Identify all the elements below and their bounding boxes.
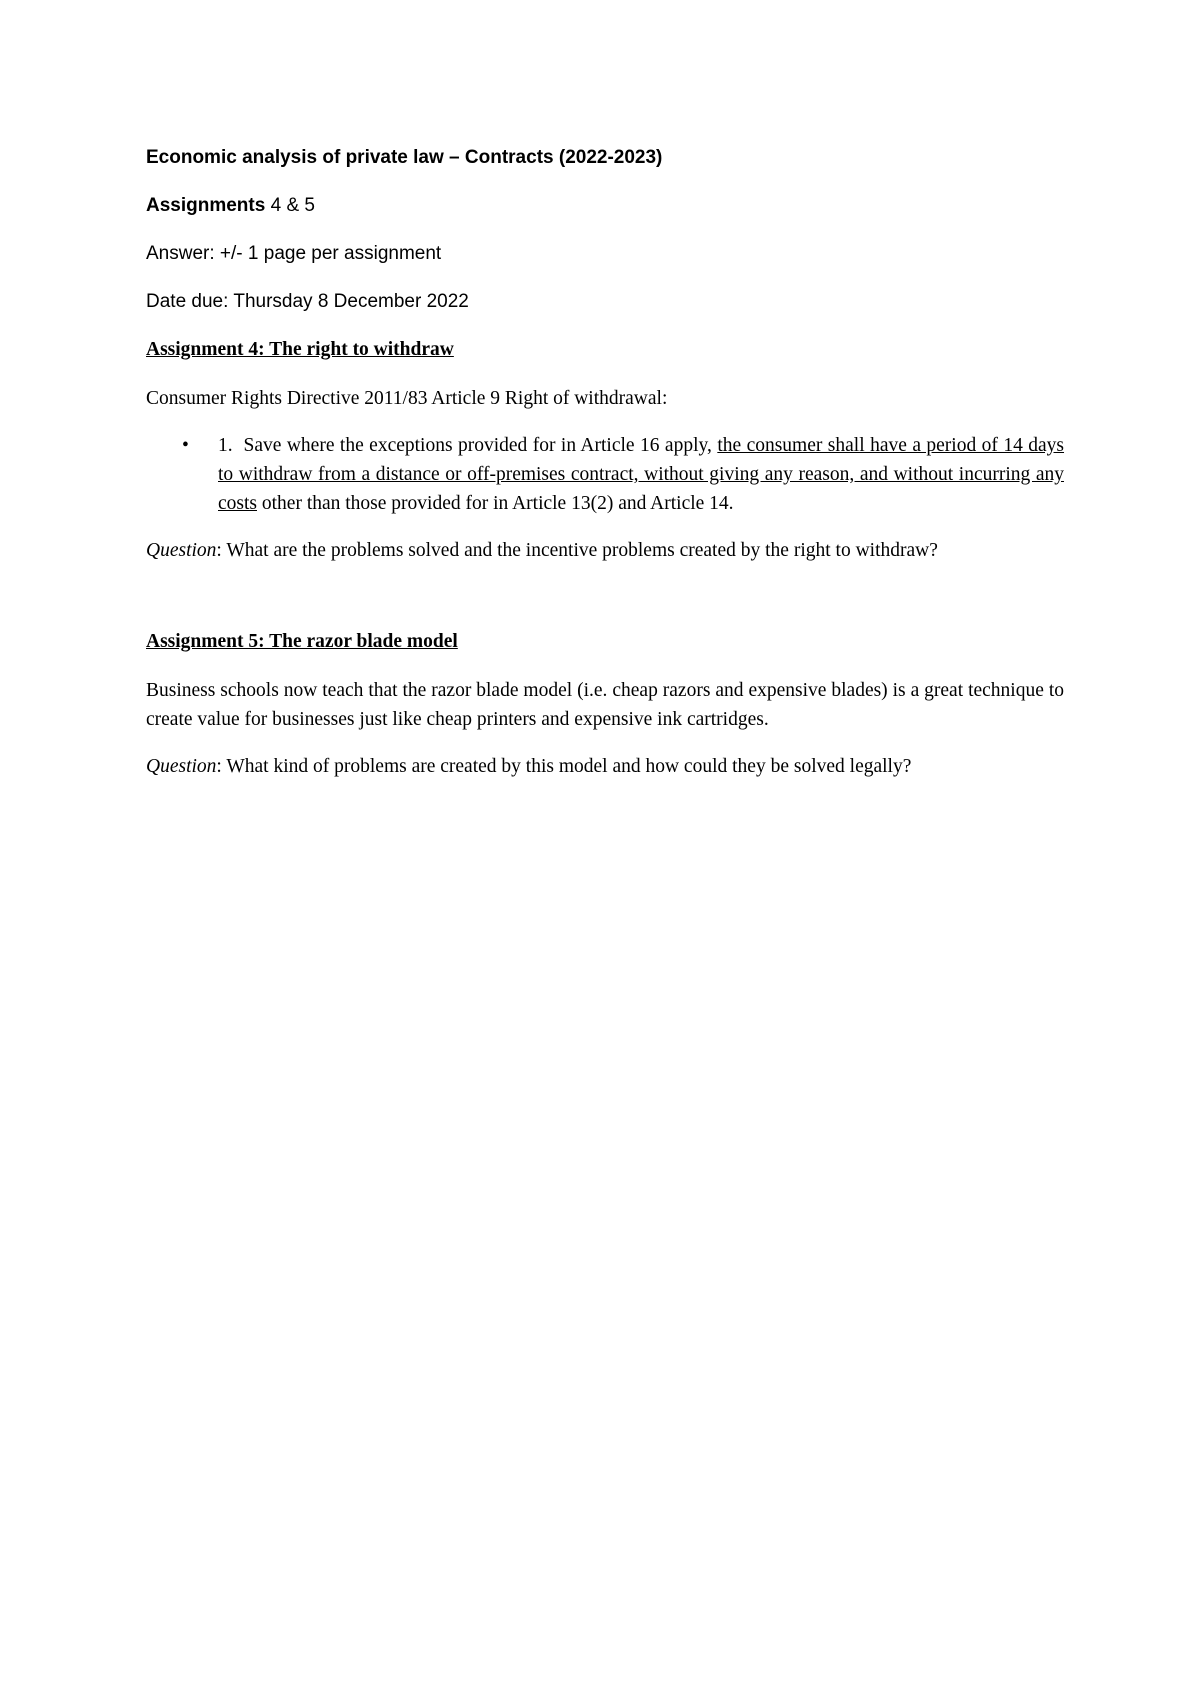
document-subtitle <box>146 194 1064 218</box>
document-title: Economic analysis of private law – Contracts (2022-2023) <box>146 147 663 168</box>
document-content <box>146 146 1064 781</box>
assignment-4-question <box>146 536 1064 565</box>
question-text: : What kind of problems are created by this model and how could they be solved legally? <box>216 756 912 777</box>
item-text-before: Save where the exceptions provided for in Article 16 apply, <box>243 435 712 456</box>
item-number: 1. <box>218 435 233 456</box>
answer-line <box>146 242 1064 266</box>
assignment-4-bullet-item <box>146 431 1064 518</box>
due-value: Thursday 8 December 2022 <box>233 291 469 312</box>
bullet-icon: • <box>182 435 189 456</box>
subtitle-value: 4 & 5 <box>270 195 315 216</box>
due-date-line <box>146 290 1064 314</box>
item-text-after: other than those provided for in Article 13(2) and Article 14. <box>261 493 734 514</box>
assignment-5-body: Business schools now teach that the razor blade model (i.e. cheap razors and expensive blades) is a great technique to create value for businesses just like cheap printers and expensive ink cartridges. <box>146 680 1064 730</box>
assignment-5-heading: Assignment 5: The razor blade model <box>146 631 458 652</box>
assignment-4-intro: Consumer Rights Directive 2011/83 Article 9 Right of withdrawal: <box>146 388 668 409</box>
assignment-5-question <box>146 752 1064 781</box>
question-text: : What are the problems solved and the incentive problems created by the right to withdraw? <box>216 540 938 561</box>
question-label: Question <box>146 756 217 777</box>
answer-value: +/- 1 page per assignment <box>219 243 442 264</box>
item-text-underlined: the consumer shall have a period of 14 days to withdraw from a distance or off-premises contract, without giving any reason, and without incurring any costs <box>218 435 1065 514</box>
due-label: Date due: <box>146 291 229 312</box>
subtitle-label: Assignments <box>146 195 266 216</box>
bullet-item-text <box>218 431 1064 518</box>
assignment-4-heading: Assignment 4: The right to withdraw <box>146 339 454 360</box>
answer-label: Answer: <box>146 243 215 264</box>
question-label: Question <box>146 540 217 561</box>
